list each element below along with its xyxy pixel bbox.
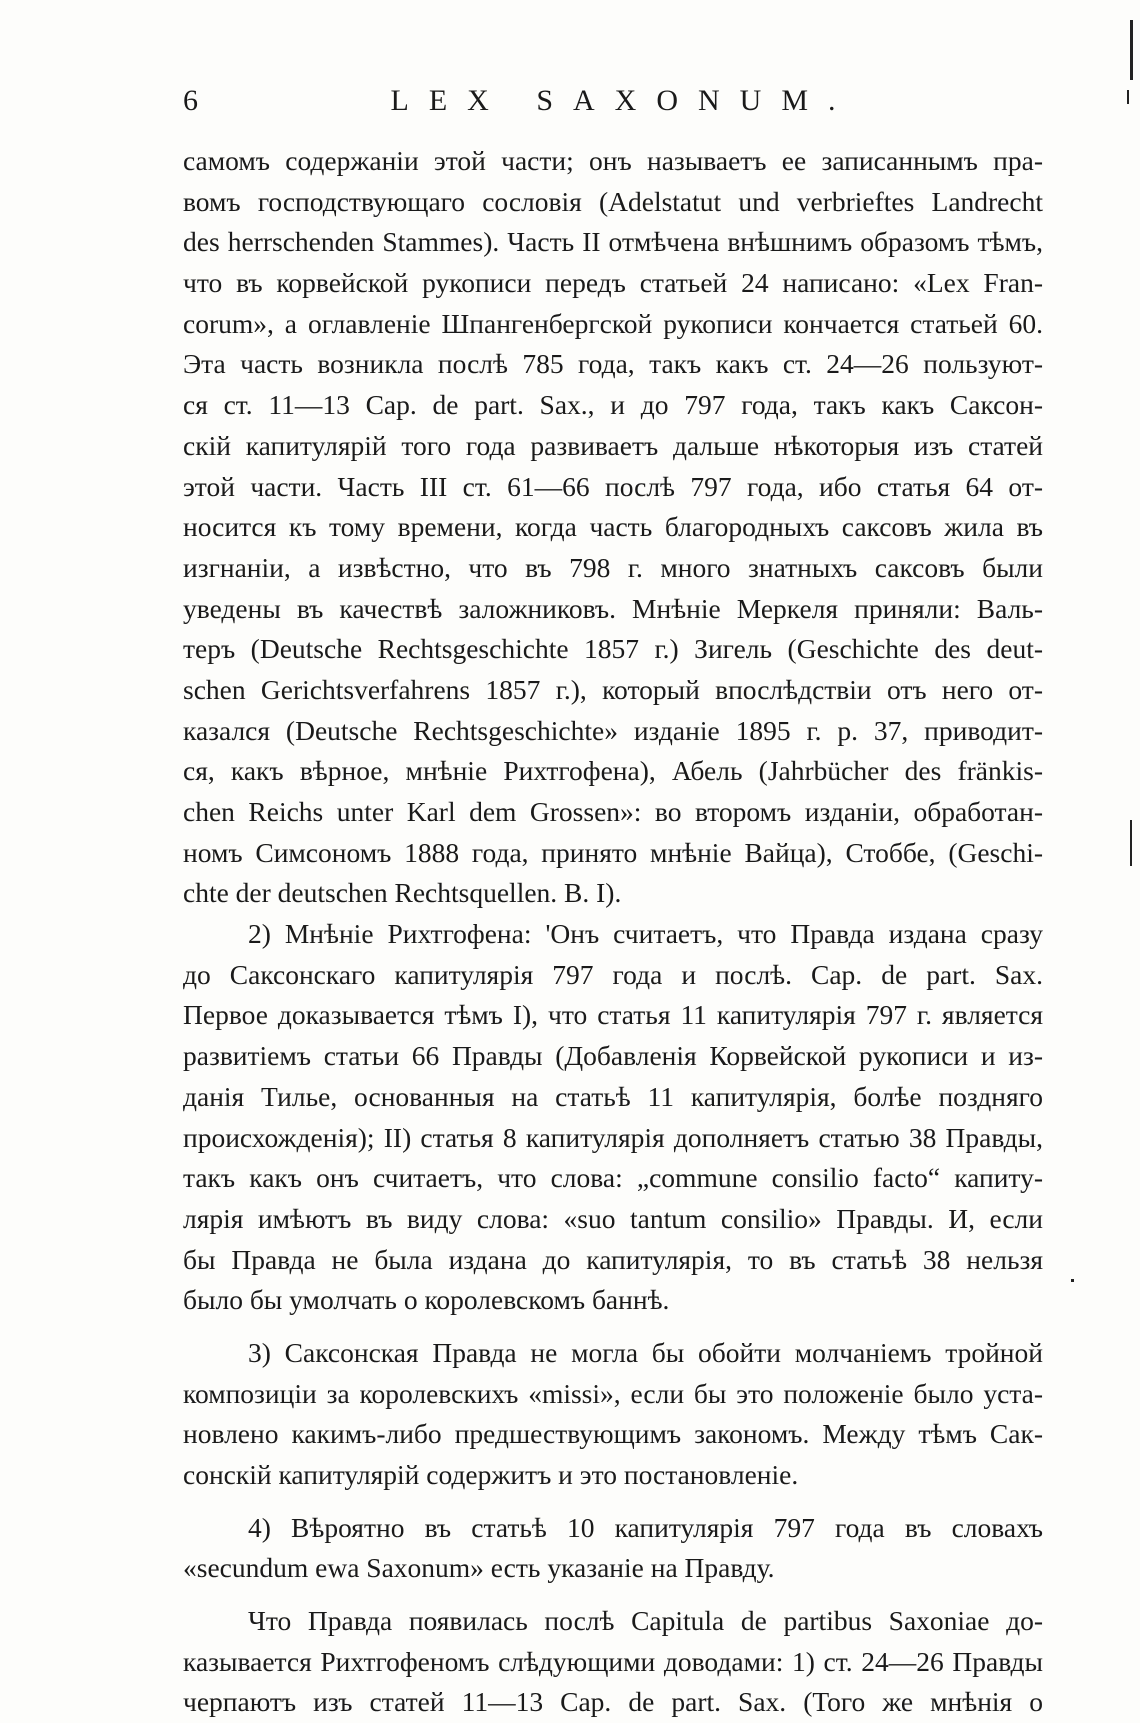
- paragraph-start: 3) Саксонская Правда не могла бы обойти молчаніемъ тройной: [248, 1336, 1043, 1368]
- text-line: данія Тилье, основанныя на статьѣ 11 капитулярія, болѣе поздняго: [183, 1080, 1043, 1112]
- text-line: вомъ господствующаго сословія (Adelstatut und verbrieftes Landrecht: [183, 185, 1043, 217]
- text-line: казывается Рихтгофеномъ слѣдующими доводами: 1) ст. 24—26 Правды: [183, 1645, 1043, 1677]
- text-line: лярія имѣютъ въ виду слова: «suo tantum consilio» Правды. И, если: [183, 1202, 1043, 1234]
- text-line: schen Gerichtsverfahrens 1857 г.), который впослѣдствіи отъ него от-: [183, 673, 1043, 705]
- text-line: сонскій капитулярій содержитъ и это постановленіе.: [183, 1459, 799, 1490]
- paragraph-start: 4) Вѣроятно въ статьѣ 10 капитулярія 797 года въ словахъ: [248, 1511, 1043, 1543]
- page-number: 6: [183, 84, 198, 117]
- text-line: Первое доказывается тѣмъ I), что статья 11 капитулярія 797 г. является: [183, 999, 1043, 1031]
- text-line: происхожденія); II) статья 8 капитулярія дополняетъ статью 38 Правды,: [183, 1121, 1043, 1153]
- text-line: что въ корвейской рукописи передъ статьей 24 написано: «Lex Fran-: [183, 267, 1043, 299]
- text-line: бы Правда не была издана до капитулярія, то въ статьѣ 38 нельзя: [183, 1243, 1043, 1275]
- text-line: «secundum ewa Saxonum» есть указаніе на Правду.: [183, 1552, 775, 1584]
- text-line: chte der deutschen Rechtsquellen. B. I).: [183, 877, 622, 909]
- text-line: было бы умолчать о королевскомъ баннѣ.: [183, 1284, 670, 1316]
- scan-edge-mark: [1130, 20, 1133, 80]
- scan-edge-mark: [1071, 1279, 1074, 1282]
- text-line: chen Reichs unter Karl dem Grossen»: во второмъ изданіи, обработан-: [183, 796, 1043, 827]
- text-line: уведены въ качествѣ заложниковъ. Мнѣніе Меркеля приняли: Валь-: [183, 592, 1043, 624]
- text-line: до Саксонскаго капитулярія 797 года и послѣ. Cap. de part. Sax.: [183, 958, 1043, 990]
- text-line: самомъ содержаніи этой части; онъ называетъ ее записаннымъ пра-: [183, 145, 1043, 176]
- text-line: такъ какъ онъ считаетъ, что слова: „commune consilio facto“ капиту-: [183, 1162, 1043, 1194]
- text-line: Эта часть возникла послѣ 785 года, такъ какъ ст. 24—26 пользуют-: [183, 348, 1043, 380]
- text-line: композиціи за королевскихъ «missi», если бы это положеніе было уста-: [183, 1377, 1043, 1409]
- text-line: скій капитулярій того года развиваетъ дальше нѣкоторыя изъ статей: [183, 429, 1043, 461]
- text-line: носится къ тому времени, когда часть благородныхъ саксовъ жила въ: [183, 511, 1043, 543]
- paragraph-start: Что Правда появилась послѣ Capitula de partibus Saxoniae до-: [248, 1605, 1043, 1637]
- text-line: черпаютъ изъ статей 11—13 Cap. de part. Sax. (Того же мнѣнія о: [183, 1686, 1043, 1718]
- text-line: развитіемъ статьи 66 Правды (Добавленія Корвейской рукописи и из-: [183, 1040, 1043, 1072]
- text-line: номъ Симсономъ 1888 года, принято мнѣніе Вайца), Стоббе, (Geschi-: [183, 836, 1043, 868]
- scan-edge-mark: [1127, 90, 1129, 104]
- text-line: ся ст. 11—13 Cap. de part. Sax., и до 797 года, такъ какъ Саксон-: [183, 389, 1043, 421]
- text-line: corum», а оглавленіе Шпангенбергской рукописи кончается статьей 60.: [183, 307, 1043, 339]
- body-text: [183, 141, 1043, 1723]
- text-line: казался (Deutsche Rechtsgeschichte» изданіе 1895 г. p. 37, приводит-: [183, 714, 1043, 746]
- scan-edge-mark: [1130, 820, 1132, 866]
- text-line: ся, какъ вѣрное, мнѣніе Рихтгофена), Абель (Jahrbücher des fränkis-: [183, 755, 1043, 787]
- text-line: des herrschenden Stammes). Часть II отмѣчена внѣшнимъ образомъ тѣмъ,: [183, 226, 1043, 258]
- text-line: новлено какимъ-либо предшествующимъ закономъ. Между тѣмъ Сак-: [183, 1418, 1043, 1450]
- page-header: [183, 84, 1043, 124]
- paragraph-start: 2) Мнѣніе Рихтгофена: 'Онъ считаетъ, что Правда издана сразу: [248, 918, 1043, 950]
- text-line: этой части. Часть III ст. 61—66 послѣ 797 года, ибо статья 64 от-: [183, 470, 1043, 502]
- text-line: изгнаніи, а извѣстно, что въ 798 г. много знатныхъ саксовъ были: [183, 551, 1043, 583]
- running-title: LEX SAXONUM.: [390, 84, 856, 117]
- text-line: теръ (Deutsche Rechtsgeschichte 1857 г.) Зигель (Geschichte des deut-: [183, 633, 1043, 665]
